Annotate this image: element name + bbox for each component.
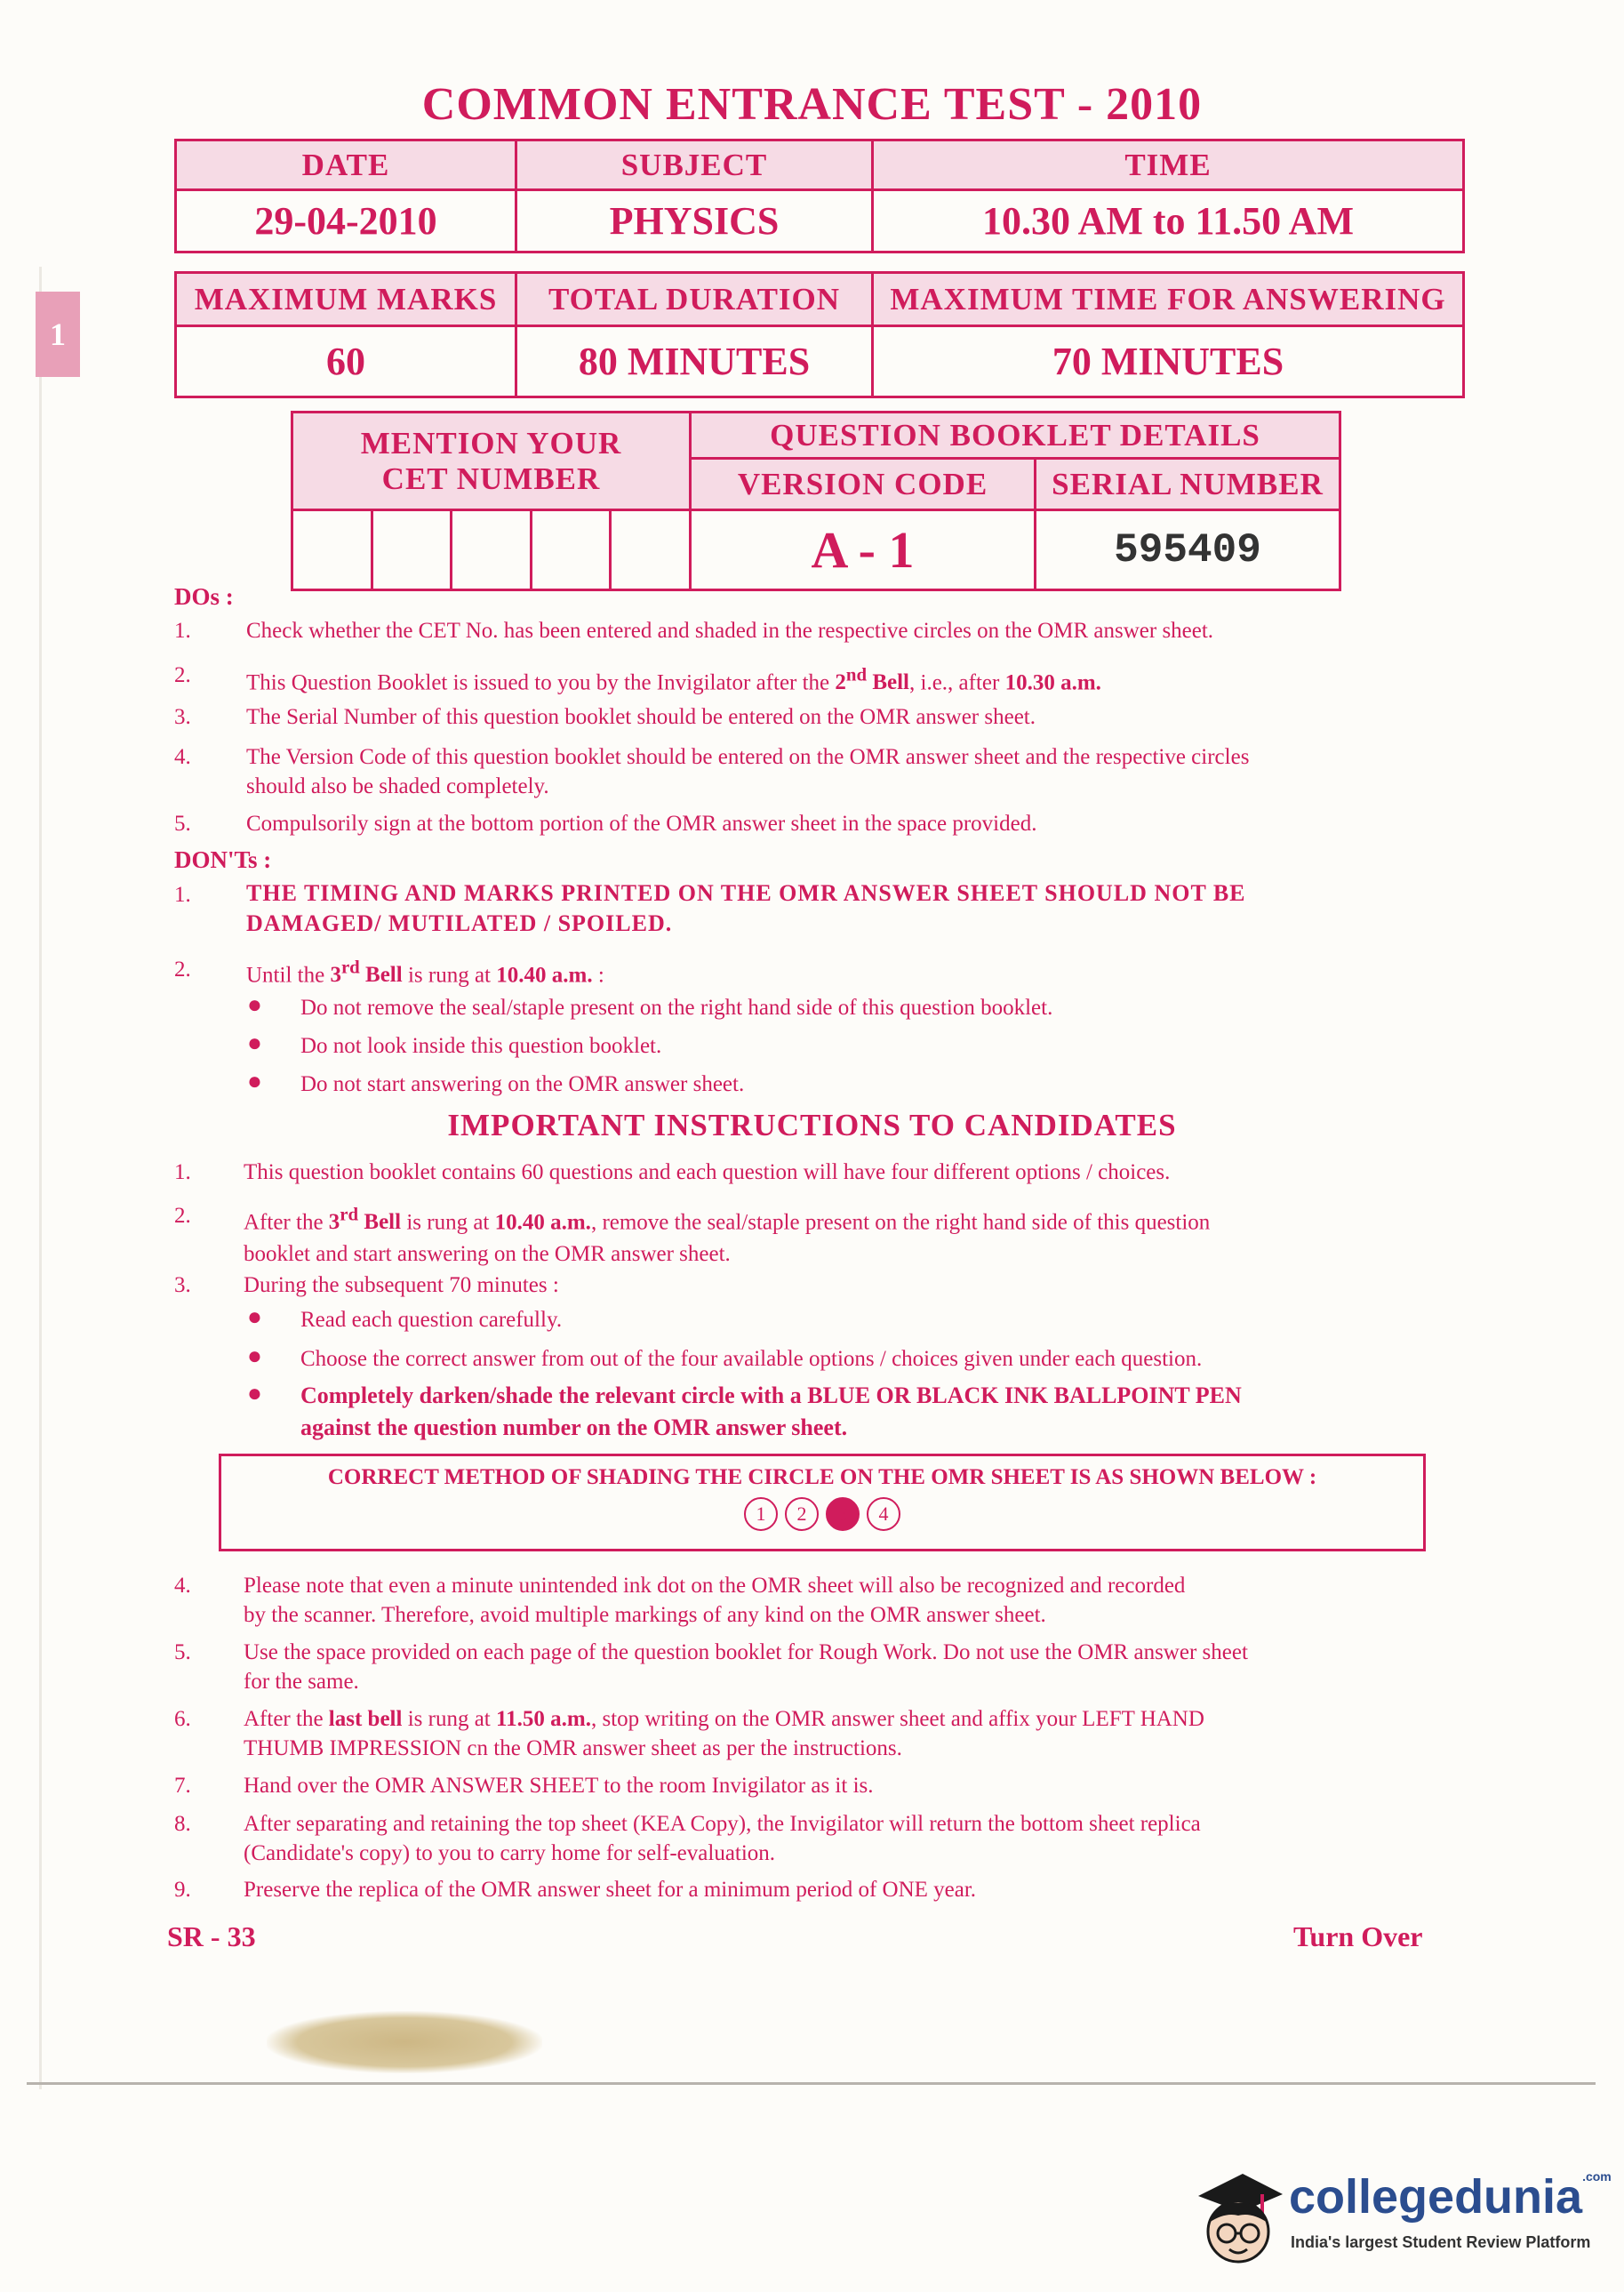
dont-item-text: is rung at	[402, 963, 497, 988]
instruction-item	[244, 1704, 1204, 1763]
bullet-icon: ●	[247, 1303, 262, 1331]
do-item	[246, 661, 1101, 697]
version-code-header: VERSION CODE	[691, 459, 1036, 510]
instruction-text: is rung at	[402, 1707, 496, 1731]
do-number: 5.	[174, 812, 191, 836]
do-number: 3.	[174, 705, 191, 729]
page-title: COMMON ENTRANCE TEST - 2010	[421, 79, 1203, 130]
instruction-number: 8.	[174, 1812, 191, 1836]
cet-digit-box[interactable]	[531, 510, 611, 590]
dont-item-line: DAMAGED/ MUTILATED / SPOILED.	[246, 910, 673, 936]
collegedunia-mascot-icon	[1189, 2160, 1287, 2267]
omr-circle-filled: 3	[826, 1497, 860, 1531]
bullet-icon: ●	[247, 1030, 262, 1057]
instruction-line: Please note that even a minute unintended ink dot on the OMR sheet will also be recognized and recorded	[244, 1574, 1186, 1598]
instruction-item	[244, 1809, 1201, 1868]
do-number: 2.	[174, 663, 191, 687]
do-item: Check whether the CET No. has been entered and shaded in the respective circles on the OMR answer sheet.	[246, 619, 1214, 643]
do-item: The Serial Number of this question booklet should be entered on the OMR answer sheet.	[246, 705, 1036, 729]
instruction-line: for the same.	[244, 1670, 359, 1694]
dont-item-line: THE TIMING AND MARKS PRINTED ON THE OMR ANSWER SHEET SHOULD NOT BE	[246, 880, 1246, 906]
bell-word: Bell	[358, 1210, 402, 1235]
instruction-line: THUMB IMPRESSION cn the OMR answer sheet as per the instructions.	[244, 1736, 902, 1760]
do-number: 4.	[174, 745, 191, 769]
serial-number-header: SERIAL NUMBER	[1036, 459, 1340, 510]
instruction-number: 6.	[174, 1707, 191, 1731]
instruction-text: , stop writing on the OMR answer sheet and affix your LEFT HAND	[590, 1707, 1204, 1731]
omr-sample-circles	[221, 1497, 1423, 1531]
do-number: 1.	[174, 619, 191, 643]
instruction-item: This question booklet contains 60 questions and each question will have four different options / choices.	[244, 1160, 1171, 1184]
dont-number: 2.	[174, 958, 191, 982]
logo-wordmark[interactable]	[1289, 2169, 1612, 2224]
instruction-number: 1.	[174, 1160, 191, 1184]
bell-time: 11.50 a.m.	[496, 1707, 591, 1731]
booklet-details-table	[291, 411, 1341, 591]
do-item-text: This Question Booklet is issued to you by the Invigilator after the	[246, 670, 836, 695]
instruction-number: 7.	[174, 1774, 191, 1798]
bell-suffix: nd	[845, 664, 868, 685]
instruction-text: is rung at	[401, 1210, 495, 1235]
turn-over-label: Turn Over	[1293, 1920, 1423, 1952]
instruction-bullet: Read each question carefully.	[300, 1308, 563, 1332]
logo-tagline: India's largest Student Review Platform	[1291, 2233, 1591, 2251]
bell-number: 2	[835, 670, 846, 695]
bell-suffix: rd	[340, 1204, 359, 1225]
bell-suffix: rd	[340, 957, 360, 978]
omr-circle-4: 4	[867, 1497, 900, 1531]
omr-shading-box	[219, 1454, 1426, 1551]
paper-stain	[267, 2011, 542, 2073]
date-value: 29-04-2010	[176, 190, 516, 252]
bell-number: 3	[330, 963, 341, 988]
instruction-number: 4.	[174, 1574, 191, 1598]
max-time-header: MAXIMUM TIME FOR ANSWERING	[873, 273, 1464, 326]
omr-circle-2: 2	[785, 1497, 819, 1531]
bullet-icon: ●	[247, 1380, 262, 1407]
time-value: 10.30 AM to 11.50 AM	[873, 190, 1464, 252]
instruction-bullet	[300, 1380, 1242, 1444]
omr-box-text: CORRECT METHOD OF SHADING THE CIRCLE ON THE OMR SHEET IS AS SHOWN BELOW :	[327, 1465, 1317, 1489]
dont-bullet-item: Do not start answering on the OMR answer sheet.	[300, 1072, 745, 1096]
exam-info-table	[174, 139, 1465, 253]
cet-label-line-1: MENTION YOUR	[360, 425, 622, 461]
do-item: Compulsorily sign at the bottom portion of the OMR answer sheet in the space provided.	[246, 812, 1037, 836]
dont-item-text: :	[592, 963, 604, 988]
max-marks-header: MAXIMUM MARKS	[176, 273, 516, 326]
dont-item	[246, 878, 1246, 939]
time-header: TIME	[873, 140, 1464, 190]
bell-time: 10.40 a.m.	[496, 963, 593, 988]
instruction-line: Use the space provided on each page of the question booklet for Rough Work. Do not use the OMR answer sheet	[244, 1640, 1248, 1664]
total-duration-header: TOTAL DURATION	[516, 273, 873, 326]
bell-number: 3	[328, 1210, 340, 1235]
dont-bullet-item: Do not look inside this question booklet.	[300, 1034, 662, 1058]
date-header: DATE	[176, 140, 516, 190]
dont-bullet-item: Do not remove the seal/staple present on the right hand side of this question booklet.	[300, 996, 1053, 1020]
dont-item-text: Until the	[246, 963, 331, 988]
page-number-tab: 1	[36, 292, 80, 377]
do-item	[246, 742, 1249, 801]
logo-name: collegedunia	[1289, 2170, 1583, 2224]
page-bottom-edge	[27, 2082, 1596, 2085]
total-duration-value: 80 MINUTES	[516, 326, 873, 397]
bell-time: 10.40 a.m.	[494, 1210, 591, 1235]
instruction-text: After the	[244, 1210, 329, 1235]
dos-heading: DOs :	[174, 583, 234, 610]
paper-code: SR - 33	[167, 1920, 256, 1952]
marks-table	[174, 271, 1465, 398]
instruction-line: (Candidate's copy) to you to carry home for self-evaluation.	[244, 1841, 776, 1865]
bell-time: 10.30 a.m.	[1004, 670, 1101, 695]
bell-word: Bell	[359, 963, 403, 988]
instruction-item	[244, 1571, 1185, 1630]
bullet-icon: ●	[247, 1068, 262, 1095]
instruction-line: Completely darken/shade the relevant circle with a BLUE OR BLACK INK BALLPOINT PEN	[300, 1382, 1242, 1408]
instruction-item	[244, 1638, 1248, 1696]
max-marks-value: 60	[176, 326, 516, 397]
booklet-details-header: QUESTION BOOKLET DETAILS	[691, 413, 1340, 459]
instruction-line: After separating and retaining the top sheet (KEA Copy), the Invigilator will return the bottom sheet replica	[244, 1812, 1201, 1836]
instruction-line: by the scanner. Therefore, avoid multiple markings of any kind on the OMR answer sheet.	[244, 1603, 1046, 1627]
version-code-value: A - 1	[691, 510, 1036, 590]
page-edge-shadow	[39, 267, 42, 2089]
bullet-icon: ●	[247, 991, 262, 1019]
logo-suffix: .com	[1582, 2169, 1612, 2184]
instruction-text: , remove the seal/staple present on the right hand side of this question	[590, 1210, 1211, 1235]
max-time-value: 70 MINUTES	[873, 326, 1464, 397]
instruction-item: Hand over the OMR ANSWER SHEET to the room Invigilator as it is.	[244, 1774, 874, 1798]
instruction-bullet: Choose the correct answer from out of the four available options / choices given under each question.	[300, 1347, 1203, 1371]
cet-number-label	[292, 413, 691, 510]
cet-digit-box[interactable]	[372, 510, 452, 590]
cet-digit-box[interactable]	[611, 510, 691, 590]
cet-digit-box[interactable]	[452, 510, 532, 590]
instruction-item: During the subsequent 70 minutes :	[244, 1273, 559, 1297]
subject-value: PHYSICS	[516, 190, 873, 252]
bell-word: last bell	[328, 1707, 403, 1731]
donts-heading: DON'Ts :	[174, 846, 272, 873]
instruction-text: After the	[244, 1707, 329, 1731]
instruction-line: against the question number on the OMR answer sheet.	[300, 1414, 848, 1440]
instruction-item: Preserve the replica of the OMR answer sheet for a minimum period of ONE year.	[244, 1878, 977, 1902]
instruction-item	[244, 1198, 1210, 1270]
bullet-icon: ●	[247, 1342, 262, 1370]
instruction-line: booklet and start answering on the OMR answer sheet.	[244, 1242, 731, 1267]
instructions-heading: IMPORTANT INSTRUCTIONS TO CANDIDATES	[447, 1108, 1177, 1142]
do-item-line: should also be shaded completely.	[246, 774, 549, 798]
do-item-text: , i.e., after	[909, 670, 1005, 695]
cet-label-line-2: CET NUMBER	[381, 461, 601, 496]
omr-circle-1: 1	[744, 1497, 778, 1531]
dont-item	[246, 953, 604, 990]
cet-digit-box[interactable]	[292, 510, 372, 590]
subject-header: SUBJECT	[516, 140, 873, 190]
instruction-number: 3.	[174, 1273, 191, 1297]
instruction-number: 5.	[174, 1640, 191, 1664]
do-item-line: The Version Code of this question booklet should be entered on the OMR answer sheet and the respective circles	[246, 745, 1250, 769]
dont-number: 1.	[174, 883, 191, 907]
bell-word: Bell	[867, 670, 909, 695]
instruction-number: 9.	[174, 1878, 191, 1902]
serial-number-value: 595409	[1036, 510, 1340, 590]
instruction-number: 2.	[174, 1204, 191, 1228]
